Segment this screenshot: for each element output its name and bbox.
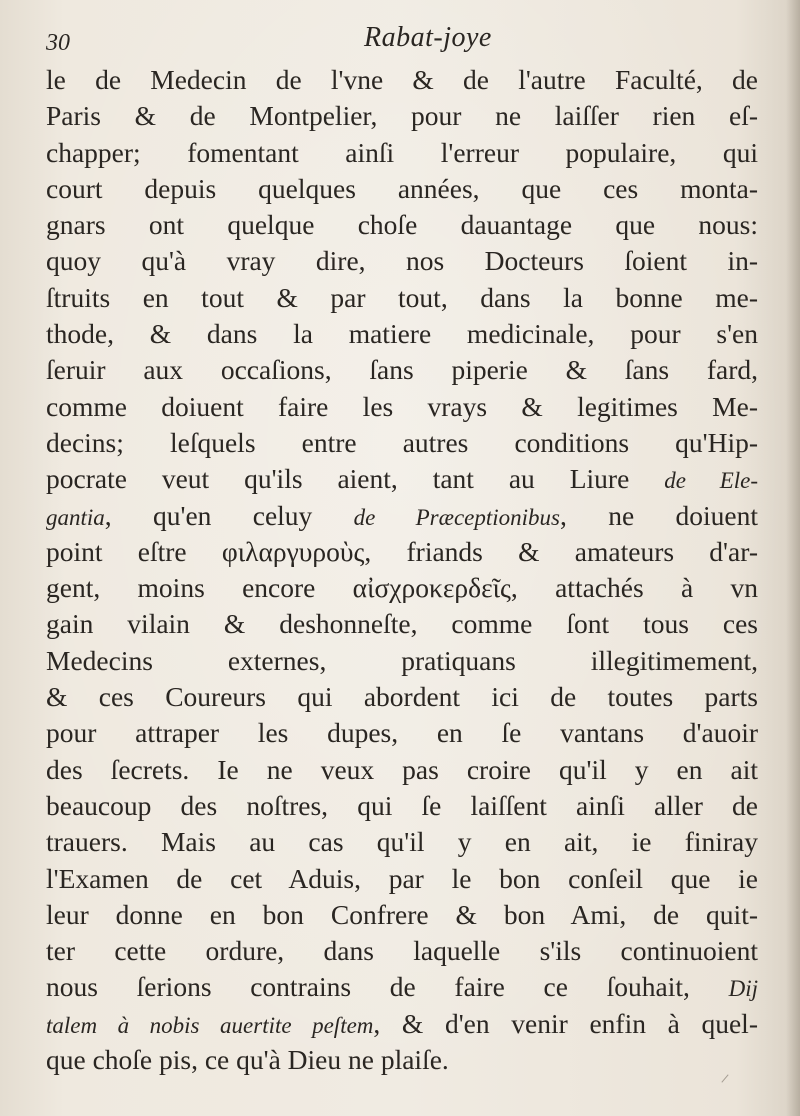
page-number: 30	[46, 30, 70, 56]
italic-citation: de Præceptionibus	[353, 504, 560, 530]
text-line: talem à nobis auertite peſtem, & d'en venir enfin à quel-	[46, 1007, 758, 1039]
text-line: chapper; fomentant ainſi l'erreur populaire, qui	[46, 136, 758, 168]
italic-citation: gantia	[46, 504, 105, 530]
text-line: point eſtre φιλαργυροὺς, friands & amateurs d'ar-	[46, 535, 758, 567]
text-line: ter cette ordure, dans laquelle s'ils continuoient	[46, 935, 758, 967]
text-line: gantia, qu'en celuy de Præceptionibus, ne doiuent	[46, 499, 758, 531]
text-line: court depuis quelques années, que ces monta-	[46, 172, 758, 204]
text-line: ſeruir aux occaſions, ſans piperie & ſans fard,	[46, 354, 758, 386]
page-gutter-shadow	[786, 0, 800, 1116]
text-line: nous ſerions contrains de faire ce ſouhait, Dij	[46, 971, 758, 1003]
text-line: & ces Coureurs qui abordent ici de toutes parts	[46, 681, 758, 713]
text-line: pocrate veut qu'ils aient, tant au Liure de Ele-	[46, 463, 758, 495]
italic-citation: de Ele-	[664, 468, 758, 494]
text-line: Paris & de Montpelier, pour ne laiſſer rien eſ-	[46, 100, 758, 132]
text-line: quoy qu'à vray dire, nos Docteurs ſoient in-	[46, 245, 758, 277]
text-line: decins; leſquels entre autres conditions qu'Hip-	[46, 426, 758, 458]
text-line-last: que choſe pis, ce qu'à Dieu ne plaiſe.	[46, 1044, 449, 1076]
text-line: l'Examen de cet Aduis, par le bon conſeil que ie	[46, 862, 758, 894]
body-text	[46, 62, 758, 1078]
text-line: leur donne en bon Confrere & bon Ami, de quit-	[46, 898, 758, 930]
text-line: beaucoup des noſtres, qui ſe laiſſent ainſi aller de	[46, 789, 758, 821]
text-line: gain vilain & deshonneſte, comme ſont tous ces	[46, 608, 758, 640]
text-line: gent, moins encore αἰσχροκερδεῖς, attachés à vn	[46, 572, 758, 604]
text-line: gnars ont quelque choſe dauantage que nous:	[46, 209, 758, 241]
page-header	[46, 22, 756, 62]
italic-quotation: Dij	[728, 976, 758, 1002]
text-line: le de Medecin de l'vne & de l'autre Faculté, de	[46, 64, 758, 95]
text-line: thode, & dans la matiere medicinale, pour s'en	[46, 318, 758, 350]
italic-quotation: talem à nobis auertite peſtem	[46, 1012, 374, 1038]
text-line: pour attraper les dupes, en ſe vantans d'auoir	[46, 717, 758, 749]
text-line: ſtruits en tout & par tout, dans la bonne me-	[46, 281, 758, 313]
text-line: comme doiuent faire les vrays & legitimes Me-	[46, 390, 758, 422]
text-line: Medecins externes, pratiquans illegitimement,	[46, 644, 758, 676]
text-line: des ſecrets. Ie ne veux pas croire qu'il y en ait	[46, 753, 758, 785]
text-line: trauers. Mais au cas qu'il y en ait, ie finiray	[46, 826, 758, 858]
running-head: Rabat-joye	[364, 22, 492, 53]
